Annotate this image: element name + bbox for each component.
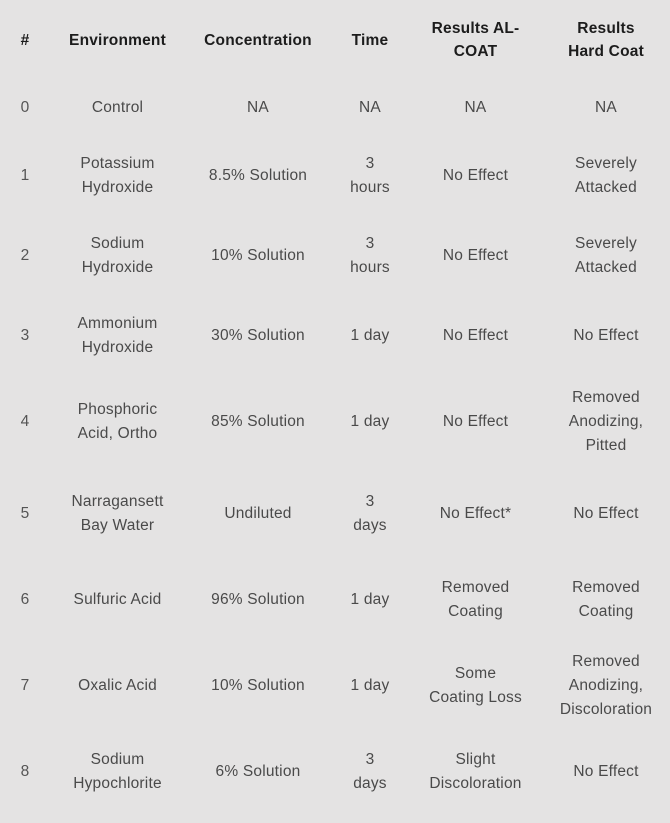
header-concentration: Concentration — [204, 31, 312, 49]
cell-concentration: Undiluted — [224, 505, 292, 522]
cell-number: 7 — [20, 677, 30, 694]
table-row — [0, 468, 670, 560]
table-row — [0, 560, 670, 640]
cell-environment: Phosphoric Acid, Ortho — [77, 401, 158, 442]
cell-concentration: NA — [247, 99, 269, 116]
cell-number: 0 — [20, 99, 30, 116]
table-row — [0, 376, 670, 468]
cell-al-coat-result: No Effect — [442, 247, 509, 264]
cell-hard-coat-result: Removed Coating — [572, 579, 640, 620]
cell-concentration: 10% Solution — [211, 677, 305, 694]
cell-environment: Sodium Hydroxide — [81, 235, 154, 276]
cell-al-coat-result: No Effect — [442, 413, 509, 430]
cell-hard-coat-result: Removed Anodizing, Discoloration — [559, 653, 653, 718]
cell-number: 2 — [20, 247, 30, 264]
cell-environment: Narragansett Bay Water — [71, 493, 164, 534]
cell-concentration: 10% Solution — [211, 247, 305, 264]
cell-concentration: 85% Solution — [211, 413, 305, 430]
header-environment: Environment — [69, 31, 166, 49]
table-row — [0, 80, 670, 136]
cell-time: 3 hours — [350, 155, 390, 196]
cell-time: 3 days — [353, 493, 387, 534]
cell-hard-coat-result: No Effect — [573, 763, 639, 780]
cell-environment: Sodium Hypochlorite — [73, 751, 162, 792]
cell-hard-coat-result: Severely Attacked — [575, 235, 637, 276]
cell-concentration: 30% Solution — [211, 327, 305, 344]
table-row — [0, 640, 670, 732]
table-row — [0, 296, 670, 376]
cell-number: 6 — [20, 591, 30, 608]
cell-number: 8 — [20, 763, 30, 780]
cell-al-coat-result: NA — [464, 99, 487, 116]
cell-time: 3 days — [353, 751, 387, 792]
cell-al-coat-result: Some Coating Loss — [429, 665, 522, 706]
cell-environment: Potassium Hydroxide — [80, 155, 155, 196]
table-row — [0, 216, 670, 296]
cell-number: 1 — [20, 167, 30, 184]
cell-hard-coat-result: Severely Attacked — [575, 155, 637, 196]
table-row — [0, 136, 670, 216]
cell-hard-coat-result: NA — [595, 99, 617, 116]
cell-hard-coat-result: Removed Anodizing, Pitted — [568, 389, 644, 454]
cell-environment: Sulfuric Acid — [73, 591, 162, 608]
table-header-row — [0, 0, 670, 80]
cell-time: 1 day — [350, 591, 390, 608]
cell-concentration: 96% Solution — [211, 591, 305, 608]
cell-environment: Ammonium Hydroxide — [77, 315, 158, 356]
cell-number: 4 — [20, 413, 30, 430]
header-time: Time — [351, 31, 389, 49]
cell-hard-coat-result: No Effect — [573, 505, 639, 522]
cell-al-coat-result: No Effect* — [439, 505, 512, 522]
cell-al-coat-result: No Effect — [442, 327, 509, 344]
cell-environment: Control — [91, 99, 144, 116]
cell-time: 1 day — [350, 413, 390, 430]
cell-time: 1 day — [350, 677, 390, 694]
cell-concentration: 8.5% Solution — [208, 167, 308, 184]
cell-hard-coat-result: No Effect — [573, 327, 639, 344]
cell-time: 1 day — [350, 327, 390, 344]
cell-al-coat-result: Slight Discoloration — [429, 751, 522, 792]
table-row — [0, 732, 670, 812]
cell-concentration: 6% Solution — [215, 763, 301, 780]
cell-number: 5 — [20, 505, 30, 522]
cell-time: 3 hours — [350, 235, 390, 276]
header-results-hard-coat: Results Hard Coat — [568, 20, 644, 60]
header-results-al-coat: Results AL- COAT — [431, 20, 520, 60]
cell-time: NA — [359, 99, 381, 116]
header-number: # — [20, 31, 30, 49]
cell-environment: Oxalic Acid — [78, 677, 157, 694]
cell-al-coat-result: No Effect — [442, 167, 509, 184]
cell-number: 3 — [20, 327, 30, 344]
cell-al-coat-result: Removed Coating — [441, 579, 510, 620]
